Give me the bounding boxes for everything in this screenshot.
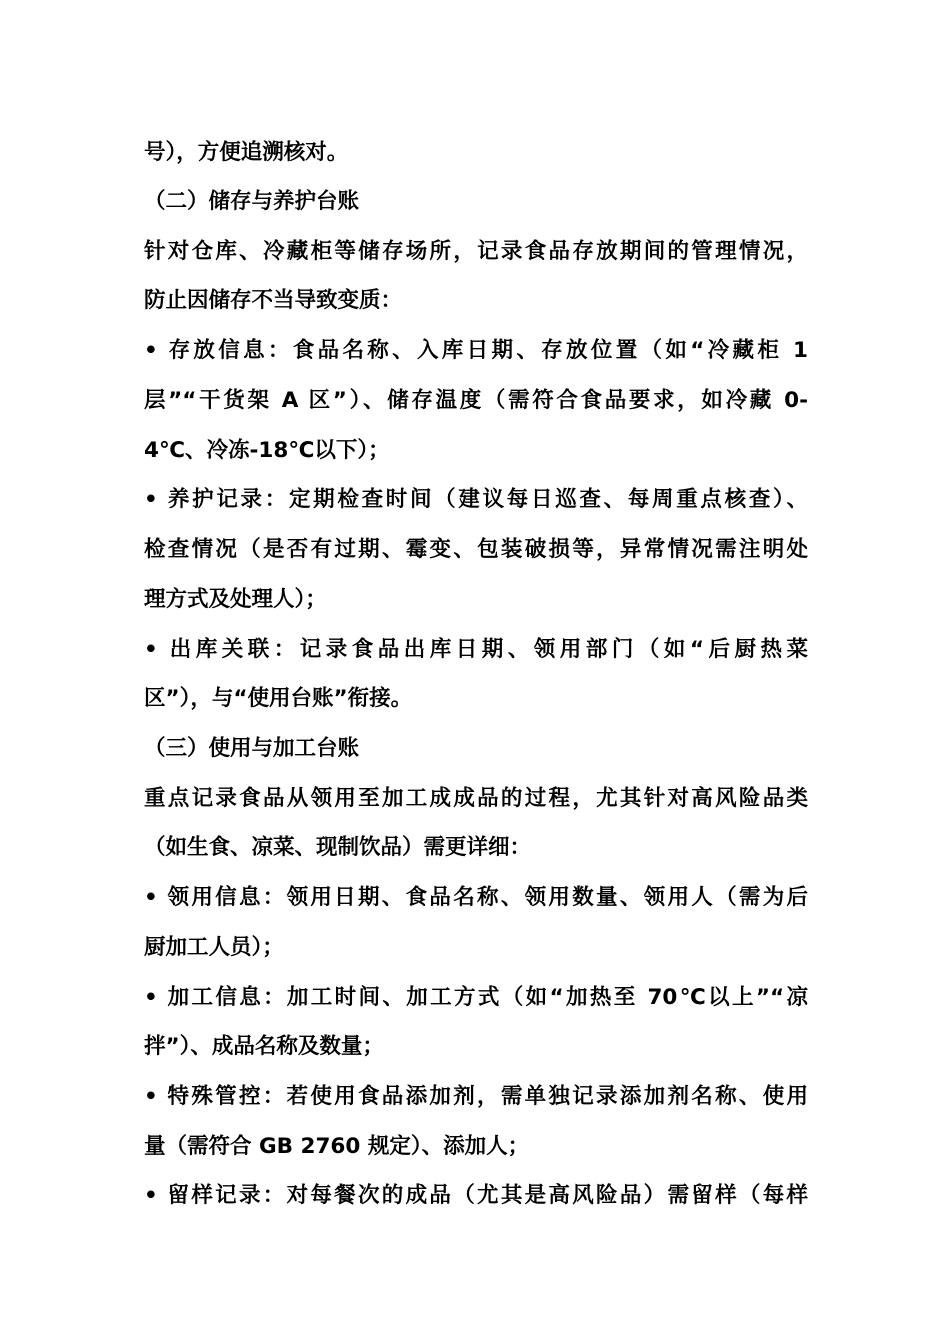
text-line: 检查情况（是否有过期、霉变、包装破损等，异常情况需注明处 <box>144 537 808 562</box>
bullet-item-processing-info: • 加工信息：加工时间、加工方式（如“加热至 70℃以上”“凉 <box>144 985 808 1010</box>
text-line: 量（需符合 GB 2760 规定）、添加人； <box>144 1134 530 1159</box>
text-line: 厨加工人员）； <box>144 935 284 960</box>
text-line: 区”），与“使用台账”衔接。 <box>144 686 413 711</box>
section-heading-usage: （三）使用与加工台账 <box>144 736 360 761</box>
text-line: 层”“干货架 A 区”）、储存温度（需符合食品要求，如冷藏 0- <box>144 388 808 413</box>
text-line: 拌”）、成品名称及数量； <box>144 1034 384 1059</box>
bullet-item-special-control: • 特殊管控：若使用食品添加剂，需单独记录添加剂名称、使用 <box>144 1084 808 1109</box>
text-line: 4℃、冷冻-18℃以下）； <box>144 438 390 463</box>
bullet-item-requisition-info: • 领用信息：领用日期、食品名称、领用数量、领用人（需为后 <box>144 885 808 910</box>
text-line: （如生食、凉菜、现制饮品）需更详细： <box>144 835 532 860</box>
text-line: 防止因储存不当导致变质： <box>144 288 403 313</box>
bullet-item-outbound-link: • 出库关联：记录食品出库日期、领用部门（如“后厨热菜 <box>144 637 808 662</box>
text-line: 理方式及处理人）； <box>144 587 327 612</box>
text-line: 针对仓库、冷藏柜等储存场所，记录食品存放期间的管理情况， <box>144 239 808 264</box>
bullet-item-storage-info: • 存放信息：食品名称、入库日期、存放位置（如“冷藏柜 1 <box>144 338 808 363</box>
bullet-item-sample-record: • 留样记录：对每餐次的成品（尤其是高风险品）需留样（每样 <box>144 1183 808 1208</box>
bullet-item-maintenance-record: • 养护记录：定期检查时间（建议每日巡查、每周重点核查）、 <box>144 487 808 512</box>
section-heading-storage: （二）储存与养护台账 <box>144 189 360 214</box>
text-line: 重点记录食品从领用至加工成成品的过程，尤其针对高风险品类 <box>144 786 808 811</box>
text-line: 号），方便追溯核对。 <box>144 140 349 165</box>
